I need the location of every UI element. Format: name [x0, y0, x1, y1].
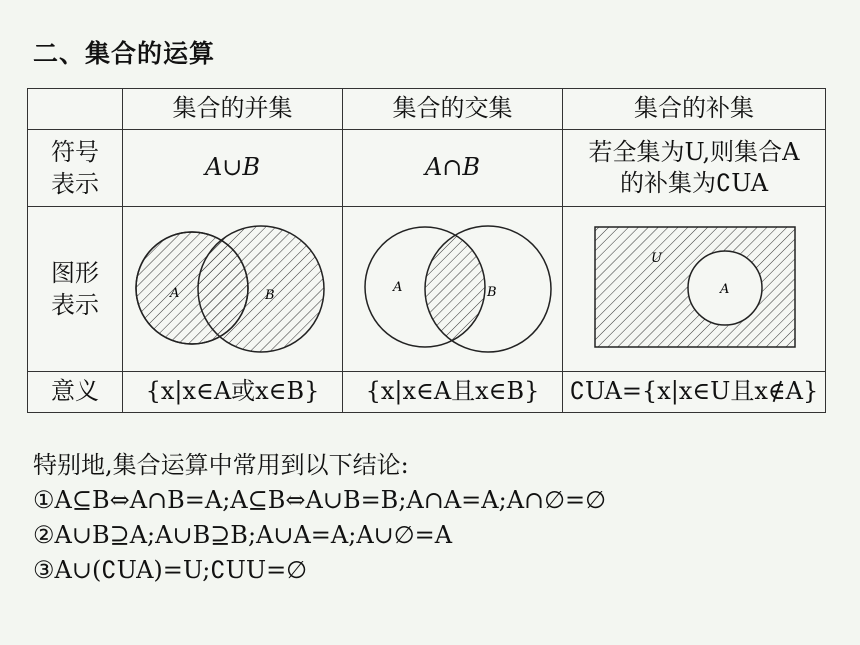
union-venn-diagram: [125, 209, 340, 369]
complement-meaning: ∁UA={x|x∈U且x∉A}: [563, 372, 826, 413]
header-empty-cell: [28, 89, 123, 130]
venn-label-a: A: [393, 280, 403, 295]
figure-row: [28, 207, 826, 372]
conclusions-intro: 特别地,集合运算中常用到以下结论:: [33, 451, 409, 479]
venn-label-u: U: [650, 251, 662, 266]
venn-label-b: B: [265, 288, 275, 303]
meaning-row: [28, 372, 826, 413]
union-meaning: {x|x∈A或x∈B}: [123, 372, 343, 413]
header-intersection: 集合的交集: [343, 89, 563, 130]
venn-label-a: A: [719, 282, 729, 297]
complement-symbol-line2: 的补集为∁UA: [619, 169, 769, 197]
table-header-row: [28, 89, 826, 130]
header-complement: 集合的补集: [563, 89, 826, 130]
header-union: 集合的并集: [123, 89, 343, 130]
figure-row-label: 图形表示: [28, 207, 123, 372]
complement-symbol-line1: 若全集为U,则集合A: [588, 137, 800, 166]
intersection-venn-cell: [343, 207, 563, 372]
set-operations-table: [27, 88, 826, 413]
section-heading: 二、集合的运算: [33, 39, 216, 68]
venn-label-b: B: [487, 285, 497, 300]
symbol-row: [28, 130, 826, 207]
complement-venn-cell: [563, 207, 826, 372]
venn-label-a: A: [170, 286, 180, 301]
union-symbol: A∪B: [123, 130, 343, 207]
union-venn-cell: [123, 207, 343, 372]
symbol-row-label: 符号表示: [28, 130, 123, 207]
conclusions-block: [33, 448, 606, 588]
intersection-symbol: A∩B: [343, 130, 563, 207]
complement-venn-diagram: [587, 209, 802, 369]
complement-symbol: [563, 130, 826, 207]
meaning-row-label: 意义: [28, 372, 123, 413]
conclusion-3: ③A∪(∁UA)=U;∁UU=∅: [33, 556, 308, 584]
intersection-meaning: {x|x∈A且x∈B}: [343, 372, 563, 413]
conclusion-1: ①A⊆B⇔A∩B=A;A⊆B⇔A∪B=B;A∩A=A;A∩∅=∅: [33, 486, 607, 514]
conclusion-2: ②A∪B⊇A;A∪B⊇B;A∪A=A;A∪∅=A: [33, 521, 453, 549]
intersection-venn-diagram: [345, 209, 560, 369]
set-b-circle: [198, 226, 324, 352]
